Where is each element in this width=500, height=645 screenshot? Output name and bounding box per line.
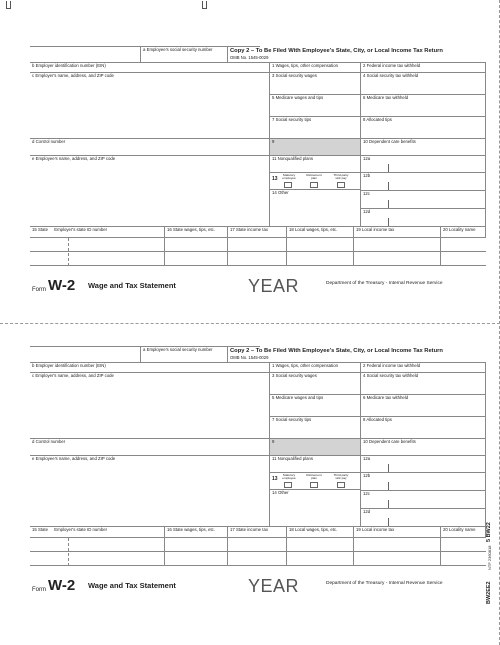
- box-17[interactable]: [228, 527, 287, 538]
- box-11[interactable]: [270, 156, 361, 173]
- box-1-label: 1 Wages, tips, other compensation: [272, 363, 338, 368]
- state-row-2[interactable]: [30, 252, 486, 266]
- box-b-label: b Employer identification number (EIN): [32, 63, 106, 68]
- box-13: [270, 173, 361, 190]
- box-d-label: d Control number: [32, 139, 66, 144]
- retirement-checkbox[interactable]: [310, 482, 318, 488]
- side-code-ntf: NTF 2360818: [487, 545, 492, 570]
- box-18-label: 18 Local wages, tips, etc.: [289, 227, 338, 232]
- box-12c[interactable]: [361, 191, 486, 209]
- box-13-label: 13: [272, 476, 278, 482]
- statutory-checkbox[interactable]: [284, 482, 292, 488]
- w2-title: W-2: [48, 277, 76, 294]
- form-grid: [30, 46, 486, 281]
- box-17-label: 17 State income tax: [230, 527, 268, 532]
- box-12d-label: 12d: [363, 509, 371, 514]
- box-18[interactable]: [287, 527, 354, 538]
- box-3-label: 3 Social security wages: [272, 73, 317, 78]
- box-8-label: 8 Allocated tips: [363, 417, 392, 422]
- box-14[interactable]: [270, 490, 361, 527]
- box-b[interactable]: [30, 363, 270, 373]
- box-4[interactable]: [361, 373, 486, 395]
- statutory-checkbox[interactable]: [284, 182, 292, 188]
- box-11[interactable]: [270, 456, 361, 473]
- box-2[interactable]: [361, 363, 486, 373]
- box-3-label: 3 Social security wages: [272, 373, 317, 378]
- box-5-label: 5 Medicare wages and tips: [272, 395, 324, 400]
- w2-title: W-2: [48, 577, 76, 594]
- crop-mark-center: [202, 1, 207, 9]
- box-20[interactable]: [441, 527, 486, 538]
- form-word: Form: [32, 587, 46, 593]
- box-12a[interactable]: [361, 456, 486, 473]
- year-label: YEAR: [248, 576, 300, 596]
- box-19-label: 19 Local income tax: [356, 527, 395, 532]
- box-e-label: e Employee's name, address, and ZIP code: [32, 456, 116, 461]
- box-5[interactable]: [270, 95, 361, 117]
- box-3[interactable]: [270, 373, 361, 395]
- thirdparty-checkbox[interactable]: [337, 182, 345, 188]
- copy-title: Copy 2 – To Be Filed With Employee's State, City, or Local Income Tax Return: [230, 348, 443, 354]
- box-7[interactable]: [270, 117, 361, 139]
- box-12c-label: 12c: [363, 191, 370, 196]
- box-17[interactable]: [228, 227, 287, 238]
- box-4[interactable]: [361, 73, 486, 95]
- box-a-label: a Employee's social security number: [143, 47, 213, 52]
- omb-number: OMB No. 1545-0029: [230, 355, 269, 360]
- box-8[interactable]: [361, 417, 486, 439]
- tick-12a: [388, 464, 389, 472]
- box-11-label: 11 Nonqualified plans: [272, 156, 314, 161]
- box-12b[interactable]: [361, 173, 486, 191]
- year-label: YEAR: [248, 276, 300, 296]
- box-9-label: 9: [272, 139, 275, 144]
- box-2-label: 2 Federal income tax withheld: [363, 63, 421, 68]
- box-1-label: 1 Wages, tips, other compensation: [272, 63, 338, 68]
- side-code-bw2ee2: BW2EE2: [486, 581, 492, 604]
- tick-12b: [388, 182, 389, 190]
- box-c-label: c Employer's name, address, and ZIP code: [32, 73, 114, 78]
- box-10[interactable]: [361, 439, 486, 456]
- form-grid: [30, 346, 486, 581]
- thirdparty-label: Third-party sick pay: [333, 173, 349, 181]
- retirement-label: Retirement plan: [306, 173, 322, 181]
- box-13: [270, 473, 361, 490]
- crop-mark-left: [6, 1, 11, 9]
- box-12c-label: 12c: [363, 491, 370, 496]
- copy-title: Copy 2 – To Be Filed With Employee's State, City, or Local Income Tax Return: [230, 48, 443, 54]
- box-2[interactable]: [361, 63, 486, 73]
- box-9: [270, 139, 361, 156]
- box-c[interactable]: [30, 73, 270, 139]
- box-7-label: 7 Social security tips: [272, 117, 312, 122]
- box-8[interactable]: [361, 117, 486, 139]
- box-d-label: d Control number: [32, 439, 66, 444]
- box-10[interactable]: [361, 139, 486, 156]
- statutory-label: Statutory employee: [282, 173, 296, 181]
- box-e[interactable]: [30, 156, 270, 227]
- state-row-2[interactable]: [30, 552, 486, 566]
- box-14-label: 14 Other: [272, 190, 289, 195]
- tick-12c: [388, 500, 389, 508]
- box-a-ssn[interactable]: [140, 346, 228, 363]
- treasury-dept: Department of the Treasury - Internal Revenue Service: [326, 281, 443, 286]
- box-19[interactable]: [354, 227, 441, 238]
- box-1[interactable]: [270, 363, 361, 373]
- box-e[interactable]: [30, 456, 270, 527]
- box-7[interactable]: [270, 417, 361, 439]
- box-a-label: a Employee's social security number: [143, 347, 213, 352]
- box-15-state-label: 15 State: [32, 527, 49, 532]
- omb-number: OMB No. 1545-0029: [230, 55, 269, 60]
- tick-12d: [388, 518, 389, 526]
- box-6[interactable]: [361, 95, 486, 117]
- box-11-label: 11 Nonqualified plans: [272, 456, 314, 461]
- box-9-label: 9: [272, 439, 275, 444]
- retirement-label: Retirement plan: [306, 473, 322, 481]
- box-7-label: 7 Social security tips: [272, 417, 312, 422]
- box-20[interactable]: [441, 227, 486, 238]
- box-12b-label: 12b: [363, 173, 371, 178]
- box-15-id-label: Employer's state ID number: [54, 527, 108, 532]
- tick-12a: [388, 164, 389, 172]
- statutory-label: Statutory employee: [282, 473, 296, 481]
- box-20-label: 20 Locality name: [443, 527, 476, 532]
- box-4-label: 4 Social security tax withheld: [363, 373, 419, 378]
- box-19[interactable]: [354, 527, 441, 538]
- box-8-label: 8 Allocated tips: [363, 117, 392, 122]
- box-19-label: 19 Local income tax: [356, 227, 395, 232]
- box-12a[interactable]: [361, 156, 486, 173]
- box-12b[interactable]: [361, 473, 486, 491]
- box-16-label: 16 State wages, tips, etc.: [167, 227, 216, 232]
- box-c-label: c Employer's name, address, and ZIP code: [32, 373, 114, 378]
- box-12c[interactable]: [361, 491, 486, 509]
- box-6-label: 6 Medicare tax withheld: [363, 95, 409, 100]
- wage-tax-statement: Wage and Tax Statement: [88, 581, 176, 590]
- box-16[interactable]: [165, 227, 228, 238]
- box-12d-label: 12d: [363, 209, 371, 214]
- box-15[interactable]: [30, 227, 165, 238]
- box-13-label: 13: [272, 176, 278, 182]
- box-15[interactable]: [30, 527, 165, 538]
- box-12a-label: 12a: [363, 456, 371, 461]
- side-code-bw22: 5 BW22: [486, 522, 492, 542]
- box-3[interactable]: [270, 73, 361, 95]
- box-14-label: 14 Other: [272, 490, 289, 495]
- tick-12d: [388, 218, 389, 226]
- box-b[interactable]: [30, 63, 270, 73]
- box-12d[interactable]: [361, 509, 486, 527]
- box-b-label: b Employer identification number (EIN): [32, 363, 106, 368]
- box-15-id-label: Employer's state ID number: [54, 227, 108, 232]
- thirdparty-checkbox[interactable]: [337, 482, 345, 488]
- box-18[interactable]: [287, 227, 354, 238]
- box-20-label: 20 Locality name: [443, 227, 476, 232]
- box-12a-label: 12a: [363, 156, 371, 161]
- treasury-dept: Department of the Treasury - Internal Revenue Service: [326, 581, 443, 586]
- box-18-label: 18 Local wages, tips, etc.: [289, 527, 338, 532]
- box-4-label: 4 Social security tax withheld: [363, 73, 419, 78]
- tick-12b: [388, 482, 389, 490]
- state-row-1[interactable]: [30, 538, 486, 552]
- thirdparty-label: Third-party sick pay: [333, 473, 349, 481]
- box-10-label: 10 Dependent care benefits: [363, 139, 416, 144]
- box-16-label: 16 State wages, tips, etc.: [167, 527, 216, 532]
- retirement-checkbox[interactable]: [310, 182, 318, 188]
- box-a-ssn[interactable]: [140, 46, 228, 63]
- box-17-label: 17 State income tax: [230, 227, 268, 232]
- wage-tax-statement: Wage and Tax Statement: [88, 281, 176, 290]
- tear-line: [0, 323, 500, 324]
- box-5[interactable]: [270, 395, 361, 417]
- box-9: [270, 439, 361, 456]
- state-row-1[interactable]: [30, 238, 486, 252]
- box-e-label: e Employee's name, address, and ZIP code: [32, 156, 116, 161]
- box-d[interactable]: [30, 439, 270, 456]
- box-1[interactable]: [270, 63, 361, 73]
- box-d[interactable]: [30, 139, 270, 156]
- form-word: Form: [32, 287, 46, 293]
- box-15-state-label: 15 State: [32, 227, 49, 232]
- box-14[interactable]: [270, 190, 361, 227]
- box-16[interactable]: [165, 527, 228, 538]
- box-2-label: 2 Federal income tax withheld: [363, 363, 421, 368]
- box-6[interactable]: [361, 395, 486, 417]
- tick-12c: [388, 200, 389, 208]
- box-10-label: 10 Dependent care benefits: [363, 439, 416, 444]
- box-12b-label: 12b: [363, 473, 371, 478]
- box-12d[interactable]: [361, 209, 486, 227]
- box-c[interactable]: [30, 373, 270, 439]
- box-5-label: 5 Medicare wages and tips: [272, 95, 324, 100]
- box-6-label: 6 Medicare tax withheld: [363, 395, 409, 400]
